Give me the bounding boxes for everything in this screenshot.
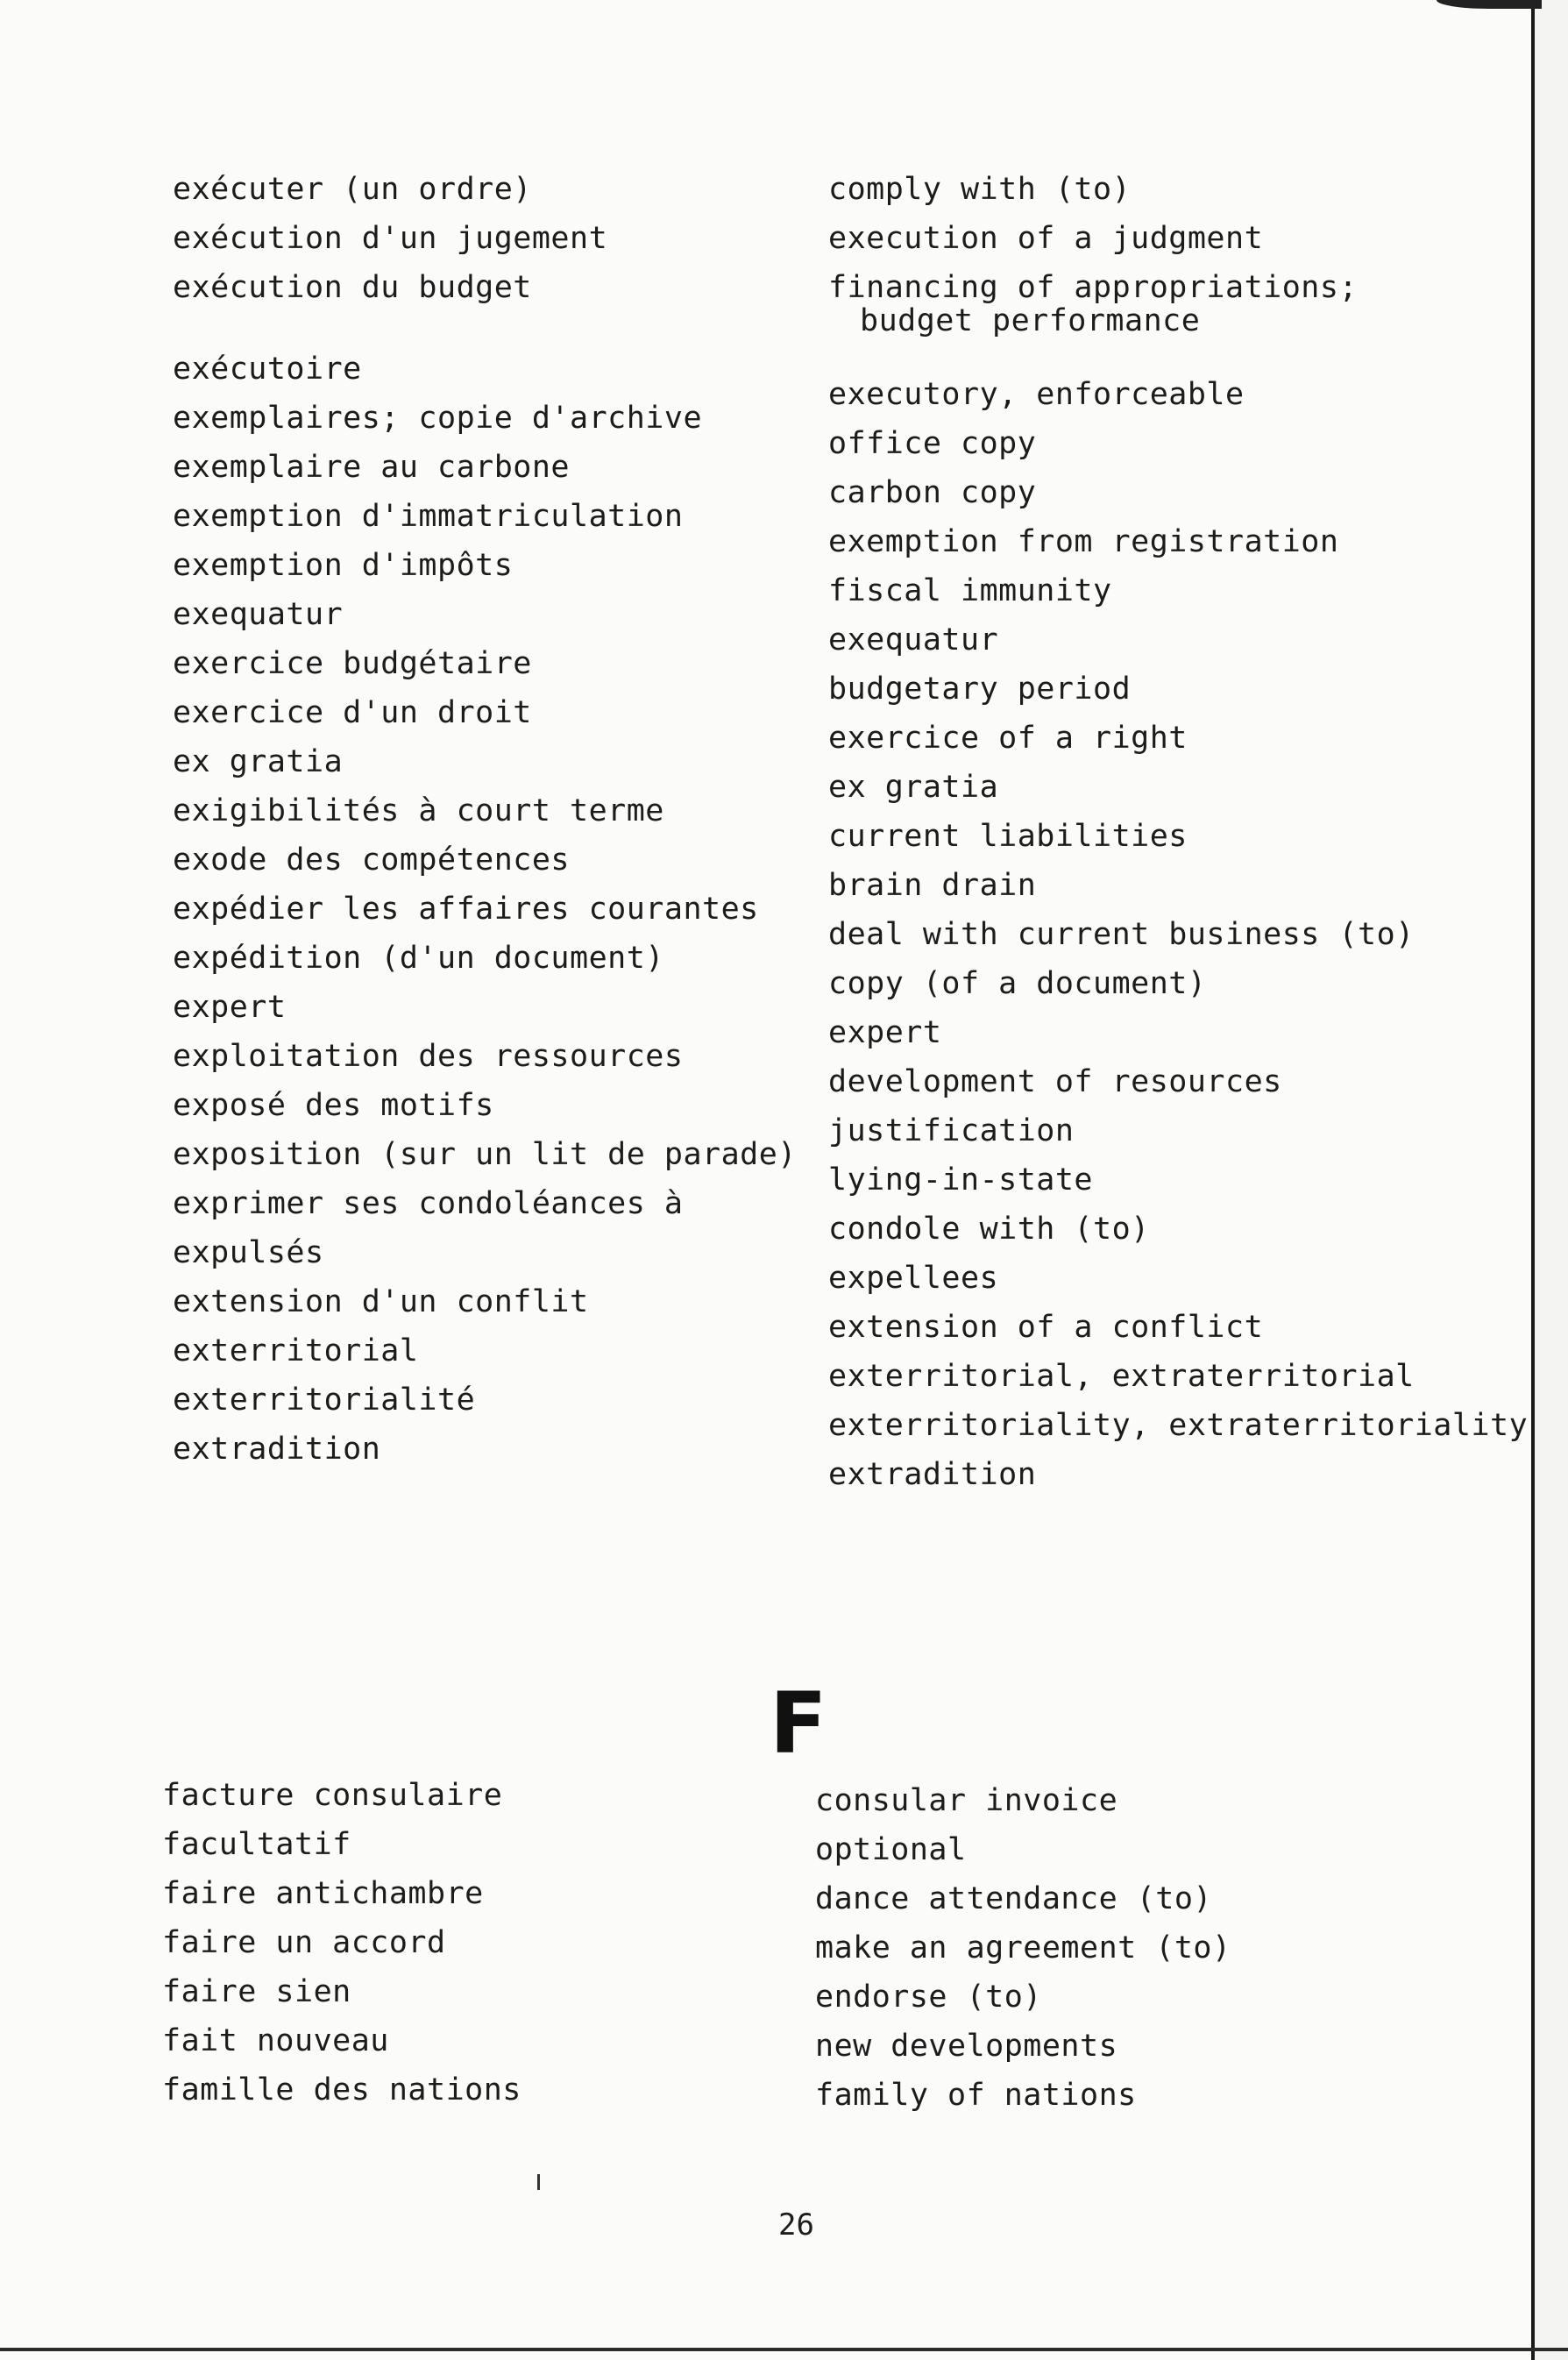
french-term: exécutoire xyxy=(173,352,362,387)
french-term: famille des nations xyxy=(162,2072,521,2108)
french-term: exécution du budget xyxy=(173,270,532,305)
english-term: carbon copy xyxy=(828,475,1037,510)
english-term: office copy xyxy=(828,426,1037,461)
french-term: exterritorialité xyxy=(173,1383,476,1418)
english-term: executory, enforceable xyxy=(828,377,1245,412)
french-term: exprimer ses condoléances à xyxy=(173,1186,684,1221)
english-term: fiscal immunity xyxy=(828,573,1112,608)
english-term: endorse (to) xyxy=(815,1980,1042,2015)
english-term: extradition xyxy=(828,1457,1037,1492)
english-term: exequatur xyxy=(828,622,999,658)
french-term: exécuter (un ordre) xyxy=(173,172,532,207)
french-term: exemplaires; copie d'archive xyxy=(173,401,703,436)
english-term: ex gratia xyxy=(828,770,999,805)
french-term: expulsés xyxy=(173,1235,324,1270)
french-term: exterritorial xyxy=(173,1333,419,1368)
french-term: ex gratia xyxy=(173,744,344,779)
english-term: condole with (to) xyxy=(828,1212,1150,1247)
english-term: execution of a judgment xyxy=(828,221,1264,256)
section-e-english-column xyxy=(828,165,1529,1499)
french-term: expédier les affaires courantes xyxy=(173,892,759,927)
french-term: expédition (d'un document) xyxy=(173,941,664,976)
french-term: exequatur xyxy=(173,597,344,632)
english-term: budgetary period xyxy=(828,672,1132,707)
french-term: faire un accord xyxy=(162,1925,446,1960)
english-term: new developments xyxy=(815,2029,1118,2064)
section-letter-heading: F xyxy=(770,1674,827,1773)
french-term: exemption d'immatriculation xyxy=(173,499,684,534)
scan-speck xyxy=(537,2174,540,2190)
french-term: expert xyxy=(173,990,287,1025)
english-term: expert xyxy=(828,1015,942,1050)
page-right-edge xyxy=(1531,0,1535,2360)
english-term: comply with (to) xyxy=(828,172,1132,207)
scan-edge-shadow xyxy=(1535,0,1568,2360)
english-term: extension of a conflict xyxy=(828,1310,1264,1345)
english-term: dance attendance (to) xyxy=(815,1881,1213,1916)
english-term-line: financing of appropriations; xyxy=(828,270,1359,305)
french-term: extradition xyxy=(173,1432,381,1467)
english-term: brain drain xyxy=(828,868,1037,903)
english-term: expellees xyxy=(828,1261,999,1296)
page-top-curl xyxy=(1437,0,1542,9)
english-term: current liabilities xyxy=(828,819,1188,854)
french-term: facultatif xyxy=(162,1827,351,1862)
english-term: exterritoriality, extraterritoriality xyxy=(828,1408,1529,1443)
french-term: exigibilités à court terme xyxy=(173,793,664,828)
english-term-continuation: budget performance xyxy=(860,303,1201,338)
english-term: lying-in-state xyxy=(828,1162,1094,1198)
french-term: fait nouveau xyxy=(162,2023,389,2058)
french-term: exposé des motifs xyxy=(173,1088,494,1123)
english-term: consular invoice xyxy=(815,1783,1118,1818)
english-term: copy (of a document) xyxy=(828,966,1207,1001)
page-bottom-edge xyxy=(0,2348,1568,2351)
english-term: optional xyxy=(815,1832,967,1867)
french-term: exploitation des ressources xyxy=(173,1039,684,1074)
english-term: exterritorial, extraterritorial xyxy=(828,1359,1415,1394)
french-term: exposition (sur un lit de parade) xyxy=(173,1137,797,1172)
french-term: extension d'un conflit xyxy=(173,1284,589,1319)
french-term: exode des compétences xyxy=(173,842,571,878)
section-f-french-column xyxy=(162,1771,521,2115)
english-term-multiline xyxy=(828,263,1494,370)
section-e-french-column xyxy=(173,165,804,1474)
english-term: exemption from registration xyxy=(828,524,1339,559)
french-term: exercice d'un droit xyxy=(173,695,532,730)
english-term: exercice of a right xyxy=(828,721,1188,756)
english-term: justification xyxy=(828,1113,1075,1148)
english-term: family of nations xyxy=(815,2078,1137,2113)
french-term: exercice budgétaire xyxy=(173,646,532,681)
french-term: exemplaire au carbone xyxy=(173,450,571,485)
page-number: 26 xyxy=(778,2207,814,2243)
french-term: exemption d'impôts xyxy=(173,548,514,583)
section-f-english-column xyxy=(815,1776,1231,2120)
english-term: make an agreement (to) xyxy=(815,1930,1231,1965)
french-term: exécution d'un jugement xyxy=(173,221,608,256)
english-term: deal with current business (to) xyxy=(828,917,1415,952)
french-term: faire sien xyxy=(162,1974,351,2009)
french-term: faire antichambre xyxy=(162,1876,484,1911)
english-term: development of resources xyxy=(828,1064,1282,1099)
french-term: facture consulaire xyxy=(162,1778,503,1813)
